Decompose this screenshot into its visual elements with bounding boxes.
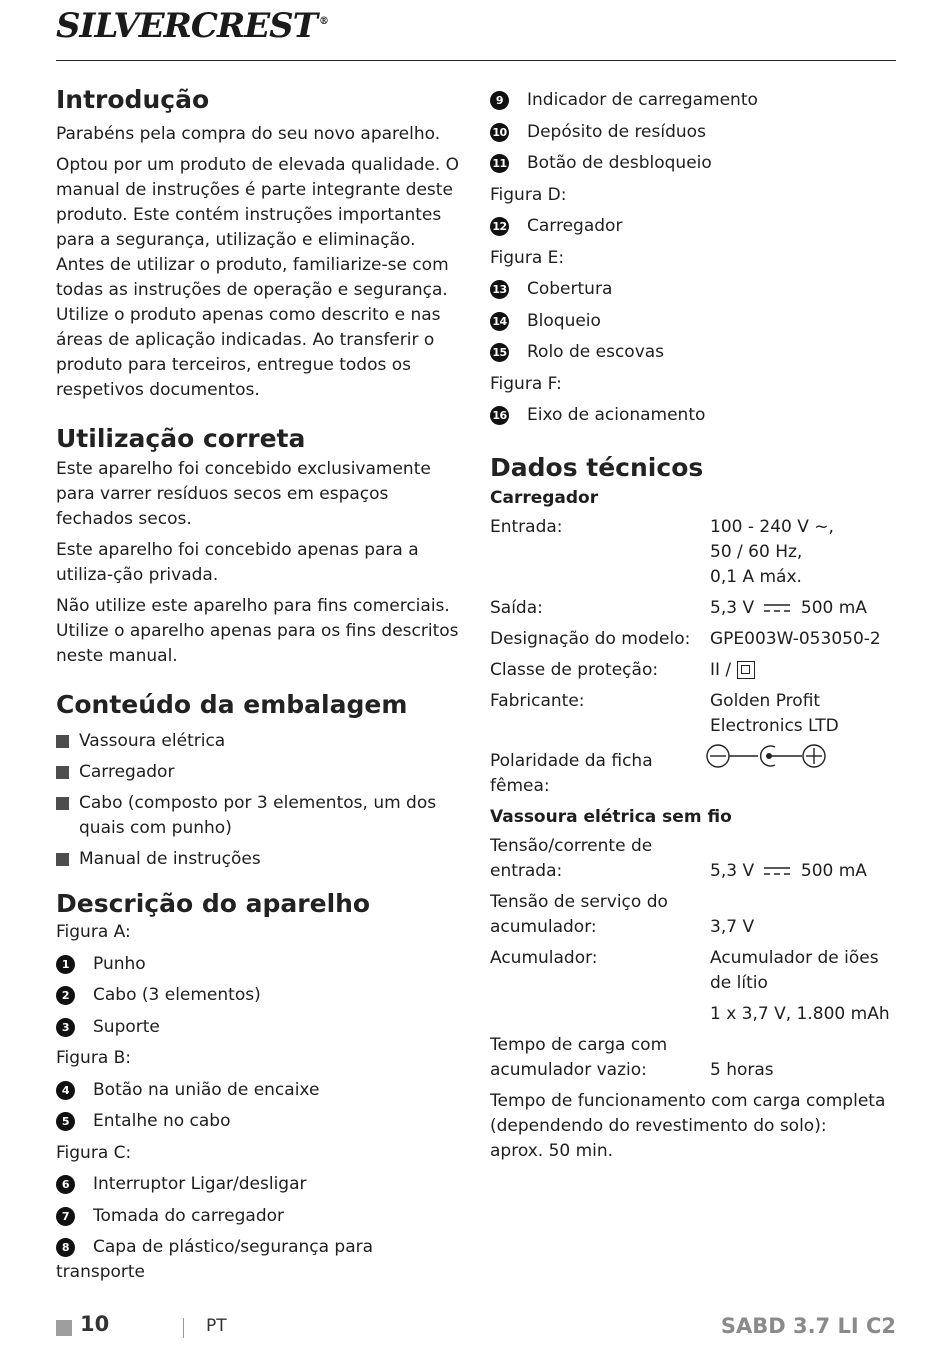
page-number: 10 <box>80 1312 110 1336</box>
use-paragraph-1: Este aparelho foi concebido exclusivamente para varrer resíduos secos em espaços fechados secos. <box>56 459 431 529</box>
part-item: 4 Botão na união de encaixe <box>56 1078 466 1103</box>
runtime-text: Tempo de funcionamento com carga completa (dependendo do revestimento do solo): aprox. 50 min. <box>490 1091 886 1161</box>
figure-label: Figura E: <box>490 247 565 268</box>
intro-paragraph-2: Optou por um produto de elevada qualidade. O manual de instruções é parte integrante deste produto. Este contém instruções importantes para a segurança, utilização e eliminação. Antes de utilizar o produto, familiarize-se com todas as instruções de operação e segurança. Utilize o produto apenas como descrito e nas áreas de aplicação indicadas. Ao transferir o produto para terceiros, entregue todos os respetivos documentos. <box>56 155 460 400</box>
part-item: 9 Indicador de carregamento <box>490 88 900 113</box>
part-item: 7 Tomada do carregador <box>56 1204 466 1229</box>
right-column <box>490 88 900 1164</box>
part-item: 5 Entalhe no cabo <box>56 1109 466 1134</box>
figure-label: Figura F: <box>490 373 562 394</box>
intro-title: Introdução <box>56 85 210 114</box>
part-item: 1 Punho <box>56 952 466 977</box>
part-item: 2 Cabo (3 elementos) <box>56 983 466 1008</box>
spec-row-operating-voltage: Tensão de serviço do acumulador: 3,7 V <box>490 892 755 937</box>
footer-divider <box>183 1318 184 1338</box>
number-badge-icon: 1 <box>56 955 75 974</box>
part-item: 11 Botão de desbloqueio <box>490 151 900 176</box>
spec-row-charge-time: Tempo de carga com acumulador vazio: 5 horas <box>490 1035 774 1080</box>
number-badge-icon: 14 <box>490 312 509 331</box>
footer-square-icon <box>56 1320 72 1336</box>
header-rule <box>56 60 896 61</box>
number-badge-icon: 5 <box>56 1112 75 1131</box>
number-badge-icon: 2 <box>56 986 75 1005</box>
broom-subtitle: Vassoura elétrica sem fio <box>490 807 732 827</box>
part-item: 13 Cobertura <box>490 277 900 302</box>
figure-label: Figura A: <box>56 922 131 942</box>
bullet-square-icon <box>56 735 69 748</box>
number-badge-icon: 16 <box>490 406 509 425</box>
bullet-square-icon <box>56 853 69 866</box>
number-badge-icon: 6 <box>56 1175 75 1194</box>
use-paragraph-3: Não utilize este aparelho para fins comerciais. Utilize o aparelho apenas para os fins descritos neste manual. <box>56 596 459 666</box>
page-footer <box>56 1312 896 1342</box>
tech-title: Dados técnicos <box>490 453 704 482</box>
number-badge-icon: 15 <box>490 343 509 362</box>
figure-label: Figura D: <box>490 184 567 205</box>
number-badge-icon: 8 <box>56 1238 75 1257</box>
spec-row-manufacturer: Fabricante: Golden Profit Electronics LTD <box>490 691 839 736</box>
part-item: 8 Capa de plástico/segurança para transporte <box>56 1237 374 1282</box>
number-badge-icon: 4 <box>56 1081 75 1100</box>
part-item: 10 Depósito de resíduos <box>490 120 900 145</box>
number-badge-icon: 12 <box>490 217 509 236</box>
number-badge-icon: 3 <box>56 1018 75 1037</box>
spec-row-output: Saída: 5,3 V 500 mA <box>490 598 867 618</box>
model-number: SABD 3.7 LI C2 <box>720 1314 896 1338</box>
part-item: 3 Suporte <box>56 1015 466 1040</box>
use-title: Utilização correta <box>56 424 306 453</box>
intro-paragraph-1: Parabéns pela compra do seu novo aparelho. <box>56 124 441 144</box>
spec-row-battery: Acumulador: Acumulador de iões de lítio 1 x 3,7 V, 1.800 mAh <box>490 948 890 1024</box>
part-item: 6 Interruptor Ligar/desligar <box>56 1172 466 1197</box>
list-item: Vassoura elétrica <box>56 729 466 754</box>
spec-row-polarity: Polaridade da ficha fêmea: <box>490 749 900 799</box>
language-code: PT <box>206 1316 227 1336</box>
contents-title: Conteúdo da embalagem <box>56 690 408 719</box>
list-item: Cabo (composto por 3 elementos, um dos quais com punho) <box>56 791 466 841</box>
spec-row-input-voltage: Tensão/corrente de entrada: 5,3 V 500 mA <box>490 836 867 881</box>
left-column <box>56 84 466 1292</box>
part-item: 16 Eixo de acionamento <box>490 403 900 428</box>
description-title: Descrição do aparelho <box>56 889 371 918</box>
protection-class-ii-icon <box>737 661 755 679</box>
part-item: 12 Carregador <box>490 214 900 239</box>
part-item: 15 Rolo de escovas <box>490 340 900 365</box>
bullet-square-icon <box>56 797 69 810</box>
dc-current-icon <box>763 602 791 614</box>
spec-row-model: Designação do modelo: GPE003W-053050-2 <box>490 629 881 649</box>
number-badge-icon: 13 <box>490 280 509 299</box>
polarity-symbol-icon <box>706 743 828 769</box>
use-paragraph-2: Este aparelho foi concebido apenas para a utiliza-ção privada. <box>56 540 419 585</box>
part-item: 14 Bloqueio <box>490 309 900 334</box>
spec-row-protection-class: Classe de proteção: II / <box>490 658 900 683</box>
bullet-square-icon <box>56 766 69 779</box>
charger-subtitle: Carregador <box>490 488 599 508</box>
brand-logo: SILVERCREST ® <box>56 6 328 46</box>
dc-current-icon <box>763 865 791 877</box>
figure-label: Figura B: <box>56 1048 132 1068</box>
spec-row-input: Entrada: 100 - 240 V ~, 50 / 60 Hz, 0,1 A máx. <box>490 517 834 587</box>
number-badge-icon: 7 <box>56 1207 75 1226</box>
number-badge-icon: 11 <box>490 154 509 173</box>
number-badge-icon: 10 <box>490 123 509 142</box>
number-badge-icon: 9 <box>490 91 509 110</box>
list-item: Manual de instruções <box>56 847 466 872</box>
list-item: Carregador <box>56 760 466 785</box>
figure-label: Figura C: <box>56 1142 132 1163</box>
